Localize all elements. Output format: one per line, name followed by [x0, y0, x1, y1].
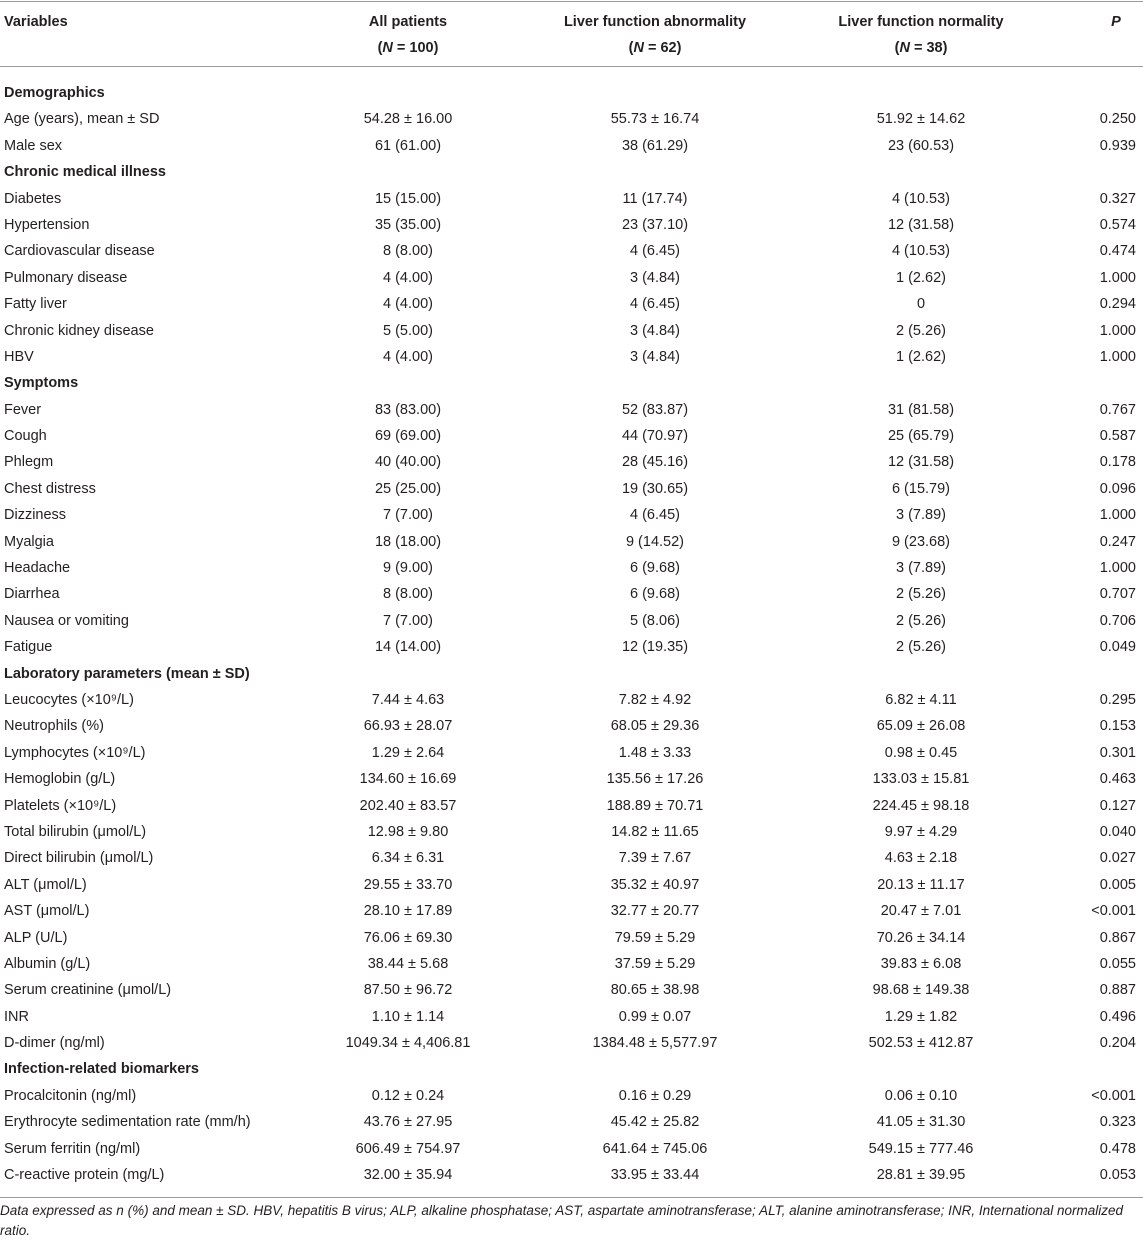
variable-label: Direct bilirubin (μmol/L)	[4, 850, 154, 867]
p-value: 0.027	[1099, 850, 1136, 867]
abnormality-value: 52 (83.87)	[621, 401, 689, 418]
abnormality-value: 7.82 ± 4.92	[618, 691, 692, 708]
table-row	[0, 845, 1143, 871]
normality-value: 4 (10.53)	[891, 243, 951, 260]
p-value: <0.001	[1091, 903, 1136, 920]
p-value: 0.474	[1099, 243, 1136, 260]
table-row	[0, 555, 1143, 581]
variable-label: Nausea or vomiting	[4, 612, 129, 629]
abnormality-value: 5 (8.06)	[630, 612, 680, 629]
table-row	[0, 1109, 1143, 1135]
n-value: = 38)	[909, 40, 948, 56]
n-variable: N	[633, 40, 644, 56]
all-patients-value: 76.06 ± 69.30	[363, 929, 453, 946]
table-row	[0, 687, 1143, 713]
variable-label: Myalgia	[4, 533, 54, 550]
section-header-row	[0, 159, 1143, 185]
variable-label: Phlegm	[4, 454, 54, 471]
section-title: Laboratory parameters (mean ± SD)	[4, 665, 250, 682]
p-value: 0.478	[1099, 1140, 1136, 1157]
p-value: 0.247	[1099, 533, 1136, 550]
n-value: = 62)	[643, 40, 682, 56]
n-open: (	[894, 40, 900, 56]
variable-label: Fatty liver	[4, 296, 67, 313]
abnormality-value: 3 (4.84)	[630, 269, 680, 286]
all-patients-value: 29.55 ± 33.70	[363, 876, 453, 893]
p-value: 0.706	[1099, 612, 1136, 629]
p-value: 0.323	[1099, 1114, 1136, 1131]
p-value: 0.496	[1099, 1008, 1136, 1025]
normality-value: 65.09 ± 26.08	[876, 718, 966, 735]
abnormality-value: 4 (6.45)	[630, 296, 680, 313]
p-value: 1.000	[1099, 560, 1136, 577]
abnormality-value: 38 (61.29)	[621, 137, 689, 154]
abnormality-value: 68.05 ± 29.36	[610, 718, 700, 735]
table-row	[0, 291, 1143, 317]
all-patients-value: 25 (25.00)	[374, 480, 442, 497]
header-row-titles	[0, 9, 1143, 35]
table-row	[0, 423, 1143, 449]
table-row	[0, 1162, 1143, 1188]
all-patients-value: 32.00 ± 35.94	[363, 1167, 453, 1184]
abnormality-value: 55.73 ± 16.74	[610, 111, 700, 128]
table-row	[0, 397, 1143, 423]
variable-label: Procalcitonin (ng/ml)	[4, 1087, 137, 1104]
table-row	[0, 344, 1143, 370]
p-value: 0.153	[1099, 718, 1136, 735]
p-value: 0.250	[1099, 111, 1136, 128]
p-value: 0.295	[1099, 691, 1136, 708]
abnormality-value: 11 (17.74)	[622, 190, 688, 207]
normality-value: 31 (81.58)	[887, 401, 955, 418]
normality-value: 41.05 ± 31.30	[876, 1114, 966, 1131]
abnormality-value: 1.48 ± 3.33	[618, 744, 692, 761]
normality-value: 224.45 ± 98.18	[872, 797, 970, 814]
normality-n-header	[784, 35, 1058, 61]
normality-value: 4 (10.53)	[891, 190, 951, 207]
table-row	[0, 951, 1143, 977]
variable-label: Erythrocyte sedimentation rate (mm/h)	[4, 1114, 251, 1131]
variable-label: Fever	[4, 401, 42, 418]
abnormality-value: 23 (37.10)	[621, 216, 689, 233]
normality-value: 1 (2.62)	[896, 269, 946, 286]
p-value: 1.000	[1099, 507, 1136, 524]
abnormality-value: 135.56 ± 17.26	[606, 771, 704, 788]
variable-label: ALP (U/L)	[4, 929, 68, 946]
table-row	[0, 106, 1143, 132]
header-row-counts	[0, 35, 1143, 61]
all-patients-value: 4 (4.00)	[383, 296, 433, 313]
abnormality-value: 44 (70.97)	[621, 428, 689, 445]
variable-label: Pulmonary disease	[4, 269, 128, 286]
abnormality-value: 4 (6.45)	[630, 243, 680, 260]
table-bottom-rule	[0, 1197, 1143, 1198]
normality-header: Liver function normality	[838, 14, 1004, 30]
variable-label: Serum creatinine (μmol/L)	[4, 982, 172, 999]
variable-label: Cough	[4, 428, 47, 445]
normality-value: 23 (60.53)	[887, 137, 955, 154]
table-row	[0, 265, 1143, 291]
p-value: 0.707	[1099, 586, 1136, 603]
section-header-row	[0, 661, 1143, 687]
p-value: 0.055	[1099, 955, 1136, 972]
table-row	[0, 740, 1143, 766]
p-header: P	[1111, 14, 1121, 30]
p-value: <0.001	[1091, 1087, 1136, 1104]
all-patients-value: 9 (9.00)	[383, 560, 433, 577]
all-patients-value: 35 (35.00)	[374, 216, 442, 233]
variable-label: Neutrophils (%)	[4, 718, 104, 735]
normality-value: 2 (5.26)	[896, 612, 946, 629]
abnormality-value: 80.65 ± 38.98	[610, 982, 700, 999]
all-patients-value: 202.40 ± 83.57	[359, 797, 457, 814]
section-header-row	[0, 80, 1143, 106]
p-value: 0.327	[1099, 190, 1136, 207]
normality-value: 9.97 ± 4.29	[884, 823, 958, 840]
variable-label: Hypertension	[4, 216, 90, 233]
normality-value: 70.26 ± 34.14	[876, 929, 966, 946]
variable-label: D-dimer (ng/ml)	[4, 1035, 105, 1052]
variable-label: Age (years), mean ± SD	[4, 111, 160, 128]
abnormality-value: 33.95 ± 33.44	[610, 1167, 700, 1184]
p-value: 0.463	[1099, 771, 1136, 788]
abnormality-value: 4 (6.45)	[630, 507, 680, 524]
table-footnote: Data expressed as n (%) and mean ± SD. HBV, hepatitis B virus; ALP, alkaline phosphatase; AST, aspartate aminotransferase; ALT, alanine aminotransferase; INR, International normalized ratio.	[0, 1203, 1124, 1238]
p-value: 0.204	[1099, 1035, 1136, 1052]
p-value: 0.040	[1099, 823, 1136, 840]
p-value: 0.005	[1099, 876, 1136, 893]
all-patients-value: 134.60 ± 16.69	[359, 771, 457, 788]
normality-value: 9 (23.68)	[891, 533, 951, 550]
table-row	[0, 819, 1143, 845]
table-row	[0, 186, 1143, 212]
normality-value: 549.15 ± 777.46	[868, 1140, 974, 1157]
all-patients-value: 28.10 ± 17.89	[363, 903, 453, 920]
all-patients-value: 38.44 ± 5.68	[367, 955, 449, 972]
normality-value: 12 (31.58)	[887, 454, 955, 471]
variables-header: Variables	[4, 14, 68, 30]
table-row	[0, 529, 1143, 555]
all-patients-n-header	[290, 35, 526, 61]
table-row	[0, 793, 1143, 819]
all-patients-value: 12.98 ± 9.80	[367, 823, 449, 840]
table-row	[0, 212, 1143, 238]
table-row	[0, 581, 1143, 607]
normality-value: 98.68 ± 149.38	[872, 982, 970, 999]
abnormality-value: 188.89 ± 70.71	[606, 797, 704, 814]
table-row	[0, 925, 1143, 951]
all-patients-value: 0.12 ± 0.24	[371, 1087, 445, 1104]
abnormality-value: 12 (19.35)	[621, 639, 689, 656]
normality-value: 133.03 ± 15.81	[872, 771, 970, 788]
variable-label: Cardiovascular disease	[4, 243, 155, 260]
section-title: Chronic medical illness	[4, 164, 166, 181]
abnormality-value: 7.39 ± 7.67	[618, 850, 692, 867]
section-header-row	[0, 370, 1143, 396]
variable-label: AST (μmol/L)	[4, 903, 90, 920]
all-patients-value: 606.49 ± 754.97	[355, 1140, 461, 1157]
normality-value: 51.92 ± 14.62	[876, 111, 966, 128]
table-row	[0, 634, 1143, 660]
variable-label: Hemoglobin (g/L)	[4, 771, 116, 788]
all-patients-value: 43.76 ± 27.95	[363, 1114, 453, 1131]
abnormality-value: 14.82 ± 11.65	[611, 823, 699, 840]
normality-value: 502.53 ± 412.87	[868, 1035, 974, 1052]
p-value: 0.867	[1099, 929, 1136, 946]
normality-value: 12 (31.58)	[887, 216, 955, 233]
variable-label: Chronic kidney disease	[4, 322, 154, 339]
abnormality-value: 6 (9.68)	[630, 560, 680, 577]
abnormality-value: 37.59 ± 5.29	[614, 955, 696, 972]
normality-value: 3 (7.89)	[896, 507, 946, 524]
all-patients-value: 7 (7.00)	[383, 507, 433, 524]
p-value: 0.096	[1099, 480, 1136, 497]
p-value: 0.178	[1099, 454, 1136, 471]
table-row	[0, 1030, 1143, 1056]
p-value: 0.587	[1099, 428, 1136, 445]
variable-label: INR	[4, 1008, 29, 1025]
abnormality-value: 641.64 ± 745.06	[602, 1140, 708, 1157]
table-row	[0, 872, 1143, 898]
table-top-rule	[0, 1, 1143, 2]
all-patients-value: 14 (14.00)	[374, 639, 442, 656]
p-value: 0.294	[1099, 296, 1136, 313]
n-open: (	[377, 40, 383, 56]
all-patients-value: 69 (69.00)	[374, 428, 442, 445]
normality-value: 3 (7.89)	[896, 560, 946, 577]
section-title: Demographics	[4, 85, 105, 101]
variable-label: Diarrhea	[4, 586, 60, 603]
table-row	[0, 1136, 1143, 1162]
table-row	[0, 713, 1143, 739]
p-value: 1.000	[1099, 348, 1136, 365]
all-patients-value: 7 (7.00)	[383, 612, 433, 629]
abnormality-value: 79.59 ± 5.29	[614, 929, 696, 946]
normality-value: 1.29 ± 1.82	[884, 1008, 958, 1025]
section-title: Symptoms	[4, 375, 79, 392]
section-header-row	[0, 1056, 1143, 1082]
variable-label: HBV	[4, 348, 34, 365]
p-value: 1.000	[1099, 269, 1136, 286]
all-patients-value: 83 (83.00)	[374, 401, 442, 418]
all-patients-value: 15 (15.00)	[374, 190, 442, 207]
table-row	[0, 1083, 1143, 1109]
variable-label: Platelets (×10⁹/L)	[4, 797, 117, 814]
all-patients-value: 4 (4.00)	[383, 269, 433, 286]
abnormality-value: 45.42 ± 25.82	[610, 1114, 700, 1131]
header-bottom-rule	[0, 66, 1143, 67]
all-patients-value: 61 (61.00)	[374, 137, 442, 154]
table-body	[0, 80, 1143, 1188]
p-value: 0.939	[1099, 137, 1136, 154]
normality-value: 2 (5.26)	[896, 639, 946, 656]
abnormality-value: 0.99 ± 0.07	[618, 1008, 692, 1025]
n-variable: N	[382, 40, 393, 56]
variable-label: Fatigue	[4, 639, 53, 656]
table-row	[0, 238, 1143, 264]
normality-value: 20.13 ± 11.17	[877, 876, 965, 893]
abnormality-value: 3 (4.84)	[630, 348, 680, 365]
p-value: 0.127	[1099, 797, 1136, 814]
table-row	[0, 449, 1143, 475]
p-value: 0.049	[1099, 639, 1136, 656]
normality-value: 1 (2.62)	[896, 348, 946, 365]
all-patients-value: 5 (5.00)	[383, 322, 433, 339]
n-open: (	[628, 40, 634, 56]
abnormality-value: 32.77 ± 20.77	[610, 903, 700, 920]
all-patients-value: 8 (8.00)	[383, 586, 433, 603]
all-patients-header: All patients	[368, 14, 448, 30]
n-value: = 100)	[392, 40, 439, 56]
abnormality-n-header	[526, 35, 784, 61]
variable-label: Diabetes	[4, 190, 62, 207]
p-value: 0.301	[1099, 744, 1136, 761]
normality-value: 28.81 ± 39.95	[876, 1167, 966, 1184]
normality-value: 25 (65.79)	[887, 428, 955, 445]
p-value: 1.000	[1099, 322, 1136, 339]
table-row	[0, 133, 1143, 159]
normality-value: 39.83 ± 6.08	[880, 955, 962, 972]
abnormality-value: 28 (45.16)	[621, 454, 689, 471]
all-patients-value: 54.28 ± 16.00	[363, 111, 453, 128]
all-patients-value: 1.29 ± 2.64	[371, 744, 445, 761]
all-patients-value: 4 (4.00)	[383, 348, 433, 365]
section-title: Infection-related biomarkers	[4, 1061, 199, 1078]
variable-label: Dizziness	[4, 507, 67, 524]
all-patients-value: 66.93 ± 28.07	[363, 718, 453, 735]
variable-label: Chest distress	[4, 480, 96, 497]
all-patients-value: 18 (18.00)	[374, 533, 442, 550]
all-patients-value: 6.34 ± 6.31	[371, 850, 445, 867]
all-patients-value: 87.50 ± 96.72	[363, 982, 453, 999]
table-row	[0, 898, 1143, 924]
p-value: 0.053	[1099, 1167, 1136, 1184]
table-row	[0, 502, 1143, 528]
normality-value: 2 (5.26)	[896, 322, 946, 339]
abnormality-header: Liver function abnormality	[563, 14, 747, 30]
all-patients-value: 1049.34 ± 4,406.81	[345, 1035, 471, 1052]
variable-label: Serum ferritin (ng/ml)	[4, 1140, 141, 1157]
normality-value: 0.06 ± 0.10	[884, 1087, 958, 1104]
normality-value: 2 (5.26)	[896, 586, 946, 603]
abnormality-value: 1384.48 ± 5,577.97	[592, 1035, 718, 1052]
all-patients-value: 7.44 ± 4.63	[371, 691, 445, 708]
abnormality-value: 19 (30.65)	[621, 480, 689, 497]
normality-value: 6.82 ± 4.11	[885, 691, 957, 708]
normality-value: 20.47 ± 7.01	[880, 903, 962, 920]
n-variable: N	[899, 40, 910, 56]
abnormality-value: 6 (9.68)	[630, 586, 680, 603]
all-patients-value: 8 (8.00)	[383, 243, 433, 260]
all-patients-value: 40 (40.00)	[374, 454, 442, 471]
all-patients-value: 1.10 ± 1.14	[371, 1008, 445, 1025]
abnormality-value: 35.32 ± 40.97	[610, 876, 700, 893]
variable-label: Lymphocytes (×10⁹/L)	[4, 744, 146, 761]
variable-label: Total bilirubin (μmol/L)	[4, 823, 147, 840]
table-row	[0, 1004, 1143, 1030]
normality-value: 4.63 ± 2.18	[884, 850, 958, 867]
variable-label: Albumin (g/L)	[4, 955, 91, 972]
p-value: 0.767	[1099, 401, 1136, 418]
table-row	[0, 318, 1143, 344]
variable-label: ALT (μmol/L)	[4, 876, 87, 893]
normality-value: 0	[916, 296, 926, 313]
normality-value: 0.98 ± 0.45	[884, 744, 958, 761]
table-row	[0, 608, 1143, 634]
variable-label: Leucocytes (×10⁹/L)	[4, 691, 134, 708]
abnormality-value: 3 (4.84)	[630, 322, 680, 339]
variable-label: C-reactive protein (mg/L)	[4, 1167, 165, 1184]
p-value: 0.887	[1099, 982, 1136, 999]
normality-value: 6 (15.79)	[891, 480, 951, 497]
variable-label: Headache	[4, 560, 71, 577]
table-row	[0, 766, 1143, 792]
table-row	[0, 977, 1143, 1003]
variable-label: Male sex	[4, 137, 63, 154]
abnormality-value: 9 (14.52)	[625, 533, 685, 550]
abnormality-value: 0.16 ± 0.29	[618, 1087, 692, 1104]
p-value: 0.574	[1099, 216, 1136, 233]
table-row	[0, 476, 1143, 502]
